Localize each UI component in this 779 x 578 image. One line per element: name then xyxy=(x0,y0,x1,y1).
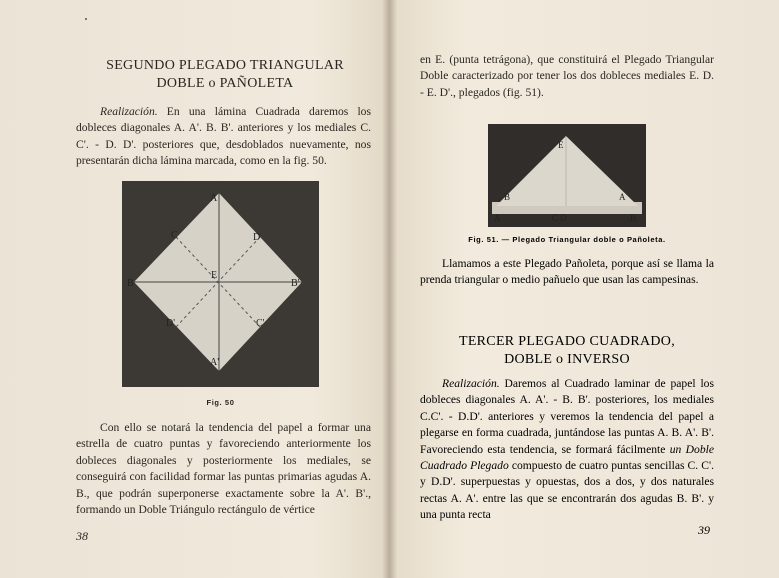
paragraph-panoleta: Llamamos a este Plegado Pañoleta, porque así se llama la prenda triangular o medio pañuelo que usan las campesinas. xyxy=(420,257,714,287)
paragraph-body: En una lámina Cuadrada daremos los dobleces diagonales A. A'. B. B'. anteriores y los mediales C. C'. - D. D'. posteriores que, desdoblados nuevamente, nos presentarán dicha lámina marcada, como en la fig. 50. xyxy=(76,105,371,168)
label-bottom-left: A xyxy=(494,213,501,223)
paragraph-body-b: compuesto de cuatro puntas sencillas C. C'. y D.D'. superpuestas y opuestas, dos a dos, y dos naturales rectas A. A'. entre las que se encontrarán dos agudas B. B'. y una punta recta xyxy=(420,459,714,522)
paper-triangle xyxy=(496,136,638,206)
label-c-top: C xyxy=(171,230,178,241)
label-d-top: D xyxy=(253,232,261,243)
paragraph-lead: Realización. xyxy=(442,377,500,390)
paragraph-lead: Realización. xyxy=(100,105,158,118)
label-left-inner: B xyxy=(504,192,511,202)
title-line-1: TERCER PLEGADO CUADRADO, xyxy=(458,334,676,349)
paragraph-realizacion-right xyxy=(420,376,714,524)
label-apex: E xyxy=(558,140,564,150)
paragraph-continuation: Con ello se notará la tendencia del papel a formar una estrella de cuatro puntas y favoreciendo anteriormente los dobleces diagonales y posteriormente los mediales, se conseguirá con facilidad formar las puntas primarias agudas A. B., que podrán superponerse exactamente sobre la A'. B'., formando un Doble Triángulo rectángulo de vértice xyxy=(76,421,371,517)
figure-50-caption: Fig. 50 xyxy=(206,398,235,407)
page-number-right: 39 xyxy=(698,523,710,537)
figure-51-caption: Fig. 51. — Plegado Triangular doble o Pañoleta. xyxy=(468,235,666,244)
section-title-left xyxy=(60,57,390,93)
title-line-1: SEGUNDO PLEGADO TRIANGULAR xyxy=(106,58,344,73)
paragraph-realizacion xyxy=(76,104,371,170)
title-line-2: DOBLE o INVERSO xyxy=(504,352,630,367)
label-a-bottom: A' xyxy=(210,357,220,368)
folded-square-diagram xyxy=(122,181,319,387)
label-right-inner: A xyxy=(619,192,626,202)
figure-50 xyxy=(122,181,319,387)
page-number-left: 38 xyxy=(76,529,88,543)
label-a-top: A xyxy=(210,193,218,204)
label-bottom-cd: C D xyxy=(552,213,567,223)
left-page xyxy=(0,0,389,578)
paragraph-emphasis: un Doble Cuadrado Plegado xyxy=(420,442,714,473)
label-center: E xyxy=(211,270,218,281)
label-b-left: B xyxy=(127,278,134,289)
label-bottom-right: B xyxy=(630,213,637,223)
title-line-2: DOBLE o PAÑOLETA xyxy=(156,76,294,91)
paragraph-body-a: Daremos al Cuadrado laminar de papel los dobleces diagonales A. A'. - B. B'. posteriores, los mediales C.C'. - D.D'. anteriores y veremos la tendencia del papel a plegarse en forma cuadrada, juntándose las puntas A. B. A'. B'. Favoreciendo esta tendencia, se formará fácilmente xyxy=(420,377,714,456)
label-d-bottom: D' xyxy=(166,318,176,329)
folded-triangle-diagram xyxy=(488,124,646,227)
section-title-right xyxy=(420,333,714,369)
paragraph-continued: en E. (punta tetrágona), que constituirá el Plegado Triangular Doble caracterizado por tener los dos dobleces mediales E. D. - E. D'., plegados (fig. 51). xyxy=(420,53,714,99)
label-c-bottom: C' xyxy=(256,318,265,329)
figure-51 xyxy=(488,124,646,227)
label-b-right: B' xyxy=(291,278,300,289)
